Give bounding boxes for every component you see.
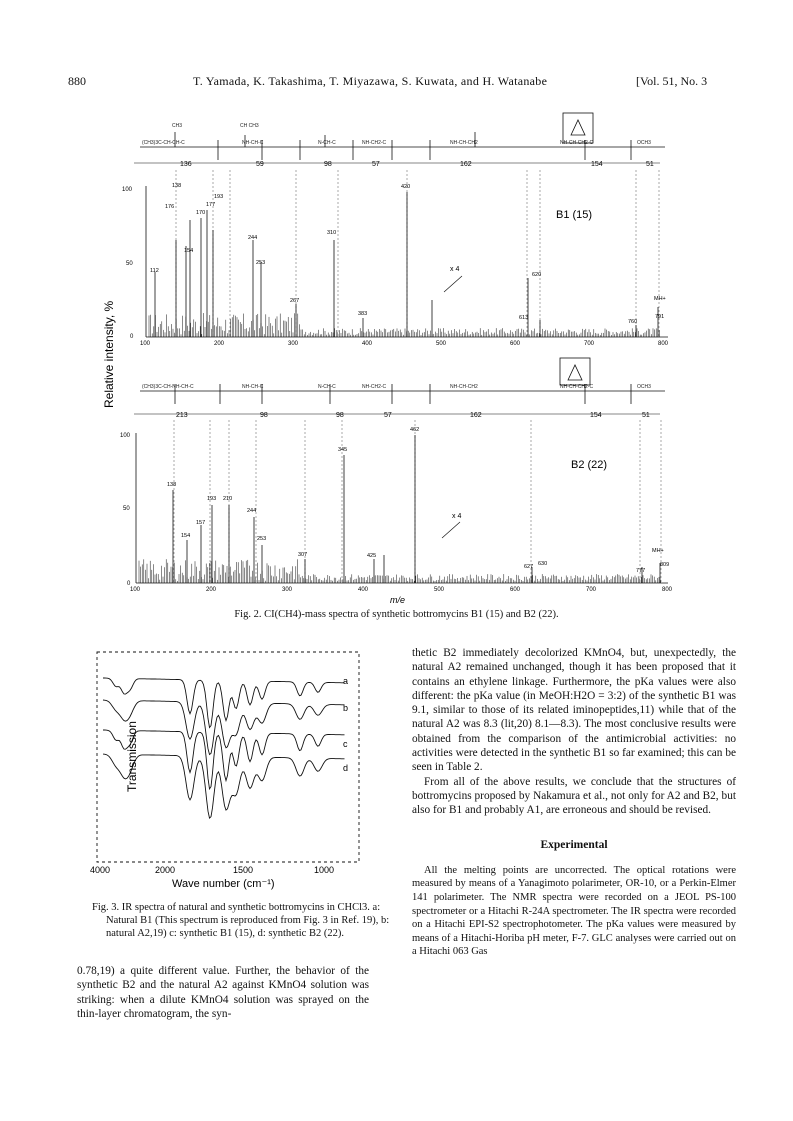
x-tick-label: 400 bbox=[358, 587, 369, 593]
peak-label: 176 bbox=[165, 204, 175, 210]
svg-text:162: 162 bbox=[470, 412, 482, 419]
svg-text:CH CH3: CH CH3 bbox=[240, 123, 259, 129]
svg-text:1500: 1500 bbox=[233, 865, 254, 875]
peak-label: 383 bbox=[358, 311, 368, 317]
svg-text:d: d bbox=[343, 763, 349, 773]
svg-text:(CH3)3C-CH-CH-C: (CH3)3C-CH-CH-C bbox=[142, 140, 185, 146]
ir-trace bbox=[103, 700, 345, 755]
b1-spectrum bbox=[122, 170, 669, 347]
svg-text:57: 57 bbox=[384, 412, 392, 419]
svg-text:b: b bbox=[343, 703, 349, 713]
page-number: 880 bbox=[68, 74, 86, 88]
x-tick-label: 200 bbox=[214, 341, 225, 347]
svg-text:NH-CH-CH2-C: NH-CH-CH2-C bbox=[560, 384, 594, 390]
paragraph-1: thetic B2 immediately decolorized KMnO4, but, unexpectedly, the natural A2 remained unchanged, though it has been proposed that it contains an ethylene linkage. Furthermore, the pKa values were also different: the pKa value (in MeOH:H2O = 3:2) of the synthetic B1 was 9.1, similar to those of its related iminopeptides,11) while that of the natural A2 was 8.3 (lit,20) 8.1—8.3). The most conclusive results were obtained from the comparison of the antimicrobial activities: no activities were detected in the synthetic B1 so far examined; this can be seen in Table 2. bbox=[412, 647, 736, 774]
svg-text:NH-CH2-C: NH-CH2-C bbox=[362, 384, 387, 390]
x-tick-label: 700 bbox=[586, 587, 597, 593]
peak-label: 267 bbox=[290, 298, 300, 304]
svg-text:OCH3: OCH3 bbox=[637, 140, 651, 146]
paragraph-3: All the melting points are uncorrected. The optical rotations were measured by means of a Yanagimoto polarimeter, OR-10, or a Perkin-Elmer 141 polarimeter. The NMR spectra were recorded on a JEOL PS-100 spectrometer or a Hitachi R-24A spectrometer. The IR spectra were recorded on a Hitachi EPI-S2 spectrophotometer. The pKa values were measured by means of a Hitachi-Horiba pH meter, F-7. GLC analyses were carried out on a Hitachi 063 Gas bbox=[412, 864, 736, 958]
svg-text:136: 136 bbox=[180, 161, 192, 168]
right-column bbox=[412, 646, 736, 959]
svg-text:213: 213 bbox=[176, 412, 188, 419]
peak-label: MH+ bbox=[652, 548, 664, 554]
svg-text:c: c bbox=[343, 739, 348, 749]
volume-info: [Vol. 51, No. 3 bbox=[636, 74, 708, 88]
peak-label: 310 bbox=[327, 230, 337, 236]
svg-text:N-CH-C: N-CH-C bbox=[318, 140, 336, 146]
peak-label: 253 bbox=[257, 536, 267, 542]
peak-label: 791 bbox=[655, 314, 665, 320]
svg-text:51: 51 bbox=[642, 412, 650, 419]
ir-trace bbox=[103, 754, 345, 818]
peak-label: 138 bbox=[172, 183, 182, 189]
svg-text:154: 154 bbox=[591, 161, 603, 168]
svg-text:2000: 2000 bbox=[155, 865, 176, 875]
svg-text:a: a bbox=[343, 676, 349, 686]
fig3-caption: Fig. 3. IR spectra of natural and synthetic bottromycins in CHCl3. a: Natural B1 (This spectrum is reproduced from Fig. 3 in Ref. 19), b: natural A2,19) c: synthetic B1 (15), d: synthetic B2 (22). bbox=[92, 902, 390, 939]
svg-text:NH-CH-CH2: NH-CH-CH2 bbox=[450, 384, 478, 390]
svg-text:B1 (15): B1 (15) bbox=[556, 209, 593, 221]
peak-label: 244 bbox=[248, 235, 258, 241]
svg-text:50: 50 bbox=[123, 506, 130, 512]
x-tick-label: 300 bbox=[288, 341, 299, 347]
ir-trace bbox=[103, 730, 345, 789]
svg-text:CH3: CH3 bbox=[172, 123, 183, 129]
peak-label: 177 bbox=[206, 202, 216, 208]
svg-text:NH-CH2-C: NH-CH2-C bbox=[362, 140, 387, 146]
peak-label: 425 bbox=[367, 553, 377, 559]
peak-label: 157 bbox=[196, 520, 206, 526]
peak-label: MH+ bbox=[654, 296, 666, 302]
peak-label: 777 bbox=[636, 568, 646, 574]
x-tick-label: 800 bbox=[658, 341, 669, 347]
svg-text:0: 0 bbox=[127, 581, 131, 587]
fig2-xlabel: m/e bbox=[390, 595, 406, 605]
b1-fragment-row bbox=[134, 161, 660, 168]
x-tick-label: 600 bbox=[510, 341, 521, 347]
x-tick-label: 300 bbox=[282, 587, 293, 593]
x-tick-label: 100 bbox=[140, 341, 151, 347]
svg-text:162: 162 bbox=[460, 161, 472, 168]
svg-text:NH-CH-CH2-C: NH-CH-CH2-C bbox=[560, 140, 594, 146]
peak-label: 193 bbox=[207, 496, 217, 502]
peak-label: 620 bbox=[532, 272, 542, 278]
peak-label: 630 bbox=[538, 561, 548, 567]
peak-label: 809 bbox=[660, 562, 670, 568]
peak-label: 345 bbox=[338, 447, 348, 453]
fig3-ylabel: Transmission bbox=[125, 721, 139, 792]
ir-trace bbox=[103, 678, 345, 728]
peak-label: 193 bbox=[214, 194, 224, 200]
svg-text:NH-CH-CH2: NH-CH-CH2 bbox=[450, 140, 478, 146]
peak-label: 307 bbox=[298, 552, 308, 558]
b2-structure bbox=[140, 358, 665, 404]
peak-label: 613 bbox=[519, 315, 529, 321]
peak-label: 253 bbox=[256, 260, 266, 266]
svg-text:57: 57 bbox=[372, 161, 380, 168]
svg-text:1000: 1000 bbox=[314, 865, 335, 875]
x-tick-label: 500 bbox=[436, 341, 447, 347]
x-tick-label: 400 bbox=[362, 341, 373, 347]
svg-text:x 4: x 4 bbox=[450, 266, 460, 273]
svg-text:98: 98 bbox=[260, 412, 268, 419]
fig2-ylabel: Relative intensity, % bbox=[102, 300, 116, 408]
svg-text:51: 51 bbox=[646, 161, 654, 168]
left-column-text: 0.78,19) a quite different value. Further, the behavior of the synthetic B2 and the natural A2 against KMnO4 solution was striking: when a dilute KMnO4 solution was sprayed on the thin-layer chromatogram, the syn- bbox=[77, 965, 369, 1020]
svg-text:NH-CH-C: NH-CH-C bbox=[242, 140, 264, 146]
svg-text:59: 59 bbox=[256, 161, 264, 168]
svg-text:B2 (22): B2 (22) bbox=[571, 459, 608, 471]
peak-label: 244 bbox=[247, 508, 257, 514]
peak-label: 420 bbox=[401, 184, 411, 190]
peak-label: 154 bbox=[184, 248, 194, 254]
svg-text:N-CH-C: N-CH-C bbox=[318, 384, 336, 390]
section-title: Experimental bbox=[540, 838, 608, 851]
x-tick-label: 600 bbox=[510, 587, 521, 593]
peak-label: 760 bbox=[628, 319, 638, 325]
peak-label: 462 bbox=[410, 427, 420, 433]
b1-structure bbox=[140, 113, 665, 160]
fig3-xlabel: Wave number (cm⁻¹) bbox=[172, 878, 275, 890]
peak-label: 170 bbox=[196, 210, 206, 216]
x-tick-label: 800 bbox=[662, 587, 673, 593]
svg-text:OCH3: OCH3 bbox=[637, 384, 651, 390]
peak-label: 112 bbox=[150, 268, 159, 274]
peak-label: 154 bbox=[181, 533, 191, 539]
b2-fragment-row bbox=[134, 412, 660, 419]
svg-text:98: 98 bbox=[324, 161, 332, 168]
paragraph-2: From all of the above results, we conclude that the structures of bottromycins proposed by Nakamura et al., not only for A2 and B2, but also for B1 and probably A1, are erroneous and should be revised. bbox=[412, 775, 736, 817]
x-tick-label: 500 bbox=[434, 587, 445, 593]
x-tick-label: 100 bbox=[130, 587, 141, 593]
svg-text:NH-CH-C: NH-CH-C bbox=[242, 384, 264, 390]
svg-text:98: 98 bbox=[336, 412, 344, 419]
peak-label: 210 bbox=[223, 496, 233, 502]
svg-text:100: 100 bbox=[120, 433, 131, 439]
svg-text:50: 50 bbox=[126, 261, 133, 267]
svg-text:100: 100 bbox=[122, 187, 133, 193]
b2-spectrum bbox=[120, 420, 673, 593]
peak-label: 138 bbox=[167, 482, 177, 488]
fig2-caption: Fig. 2. CI(CH4)-mass spectra of synthetic bottromycins B1 (15) and B2 (22). bbox=[234, 609, 559, 620]
peak-label: 627 bbox=[524, 564, 534, 570]
svg-text:4000: 4000 bbox=[90, 865, 111, 875]
x-tick-label: 200 bbox=[206, 587, 217, 593]
svg-text:0: 0 bbox=[130, 334, 134, 340]
x-tick-label: 700 bbox=[584, 341, 595, 347]
svg-text:154: 154 bbox=[590, 412, 602, 419]
svg-text:(CH3)3C-CH-NH-CH-C: (CH3)3C-CH-NH-CH-C bbox=[142, 384, 194, 390]
running-authors: T. Yamada, K. Takashima, T. Miyazawa, S. Kuwata, and H. Watanabe bbox=[193, 74, 548, 88]
svg-text:x 4: x 4 bbox=[452, 513, 462, 520]
